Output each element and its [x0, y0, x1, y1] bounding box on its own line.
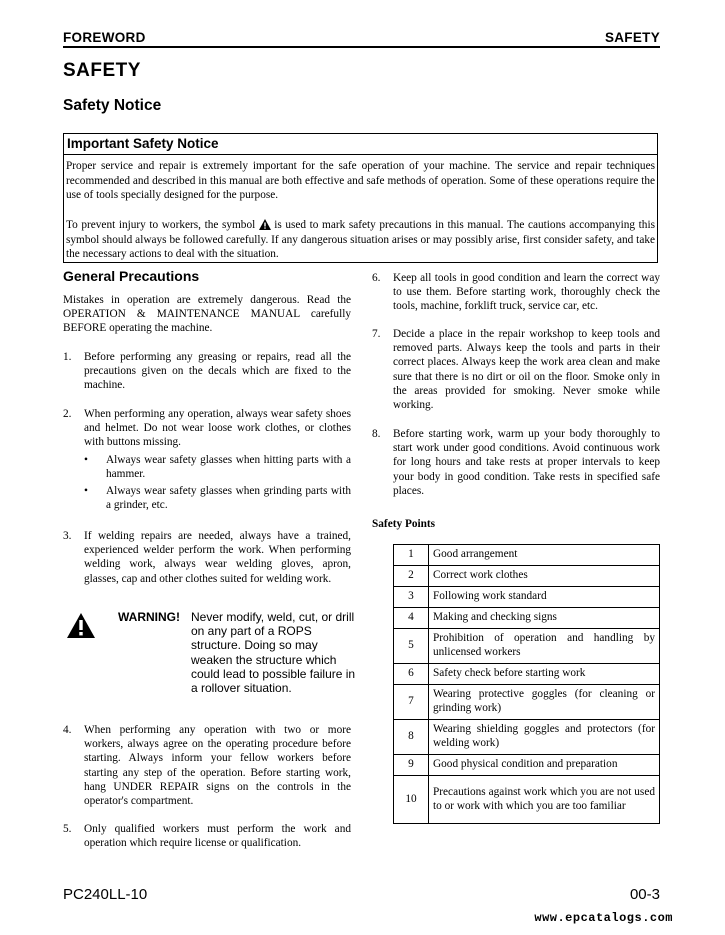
- list-item-number: 2.: [63, 408, 72, 420]
- warning-triangle-icon: [67, 613, 95, 638]
- warning-text: Never modify, weld, cut, or drill on any part of a ROPS structure. Doing so may weaken the structure which could lead to possible failure in a rollover situation.: [191, 610, 356, 696]
- table-cell-number: 2: [394, 566, 429, 587]
- table-row: [394, 685, 660, 720]
- table-row: [394, 545, 660, 566]
- notice-paragraph-2-end: is used to mark safety precautions in this manual. The cautions accompanying this symbol should always be followed carefully. If any dangerous situation arises or may possibly arise, first consider safety, and take the necessary actions to deal with the situation.: [66, 219, 655, 260]
- list-item-text: If welding repairs are needed, always have a trained, experienced welder perform the work. When performing welding work, always wear welding gloves, apron, glasses, cap and other clothes suited for welding work.: [84, 530, 351, 585]
- watermark-link[interactable]: www.epcatalogs.com: [534, 911, 673, 925]
- list-item-text: When performing any operation with two or more workers, always agree on the operating procedure before starting. Always inform your fellow workers before starting any step of the operation. Before starting work, hang UNDER REPAIR signs on the controls in the operator's compartment.: [84, 724, 351, 808]
- table-cell-number: 4: [394, 608, 429, 629]
- table-cell-text: Correct work clothes: [429, 566, 660, 587]
- table-cell-number: 6: [394, 664, 429, 685]
- footer-model: PC240LL-10: [63, 886, 148, 903]
- footer-page-number: 00-3: [629, 886, 660, 903]
- table-cell-text: Good arrangement: [429, 545, 660, 566]
- list-item-number: 4.: [63, 724, 72, 736]
- safety-points-title: Safety Points: [372, 518, 436, 530]
- general-precautions-intro: Mistakes in operation are extremely dangerous. Read the OPERATION & MAINTENANCE MANUAL carefully BEFORE operating the machine.: [63, 294, 351, 335]
- table-cell-text: Good physical condition and preparation: [429, 755, 660, 776]
- bullet-text: Always wear safety glasses when grinding parts with a grinder, etc.: [106, 485, 351, 512]
- list-item-number: 3.: [63, 530, 72, 542]
- list-item-text: Before performing any greasing or repairs, read all the precautions given on the decals which are fixed to the machine.: [84, 351, 351, 392]
- list-item-text: Only qualified workers must perform the work and operation which require license or qualification.: [84, 823, 351, 850]
- notice-title: Important Safety Notice: [67, 136, 219, 151]
- table-cell-text: Precautions against work which you are not used to or work with which you are too familiar: [429, 776, 660, 824]
- bullet-text: Always wear safety glasses when hitting parts with a hammer.: [106, 454, 351, 481]
- table-cell-number: 1: [394, 545, 429, 566]
- list-item-text: Before starting work, warm up your body thoroughly to start work under good conditions. Avoid continuous work for long hours and take rests at proper intervals to keep your body in good condition. Take rests in specified safe places.: [393, 428, 660, 497]
- warning-triangle-icon: [259, 219, 271, 230]
- bullet-dot: •: [84, 485, 88, 497]
- table-cell-number: 9: [394, 755, 429, 776]
- table-cell-number: 10: [394, 776, 429, 824]
- notice-paragraph-2: [66, 218, 655, 262]
- bullet-dot: •: [84, 454, 88, 466]
- table-cell-text: Wearing shielding goggles and protectors (for welding work): [429, 720, 660, 755]
- table-cell-number: 7: [394, 685, 429, 720]
- important-safety-notice-box: [63, 133, 658, 263]
- list-item-number: 5.: [63, 823, 72, 835]
- table-row: [394, 629, 660, 664]
- table-row: [394, 755, 660, 776]
- table-row: [394, 776, 660, 824]
- list-item-text: When performing any operation, always wear safety shoes and helmet. Do not wear loose work clothes, or clothes with buttons missing.: [84, 408, 351, 449]
- warning-label: WARNING!: [118, 610, 180, 624]
- table-cell-text: Wearing protective goggles (for cleaning or grinding work): [429, 685, 660, 720]
- table-cell-text: Making and checking signs: [429, 608, 660, 629]
- list-item-number: 1.: [63, 351, 72, 363]
- table-cell-text: Safety check before starting work: [429, 664, 660, 685]
- section-title: Safety Notice: [63, 97, 162, 114]
- notice-paragraph-2-start: To prevent injury to workers, the symbol: [66, 219, 256, 231]
- table-cell-text: Prohibition of operation and handling by unlicensed workers: [429, 629, 660, 664]
- safety-points-table: [393, 544, 660, 824]
- list-item-number: 7.: [372, 328, 381, 340]
- table-row: [394, 720, 660, 755]
- table-cell-text: Following work standard: [429, 587, 660, 608]
- header-chapter-label: SAFETY: [604, 30, 660, 45]
- list-item-text: Decide a place in the repair workshop to keep tools and removed parts. Always keep the tools and parts in their correct places. Always keep the work area clean and make sure that there is no dirt or oil on the floor. Smoke only in the areas provided for smoking. Never smoke while working.: [393, 328, 660, 412]
- table-cell-number: 8: [394, 720, 429, 755]
- notice-divider: [64, 154, 657, 155]
- table-row: [394, 587, 660, 608]
- table-cell-number: 5: [394, 629, 429, 664]
- notice-paragraph-1: Proper service and repair is extremely important for the safe operation of your machine. The service and repair techniques recommended and described in this manual are both effective and safe methods of operation. Some of these operations require the use of tools specially designed for the purpose.: [66, 160, 655, 201]
- table-row: [394, 566, 660, 587]
- list-item-text: Keep all tools in good condition and learn the correct way to use them. Before starting work, thoroughly check the tools, machine, forklift truck, service car, etc.: [393, 272, 660, 313]
- table-row: [394, 608, 660, 629]
- list-item-number: 6.: [372, 272, 381, 284]
- table-row: [394, 664, 660, 685]
- general-precautions-title: General Precautions: [63, 268, 200, 284]
- table-cell-number: 3: [394, 587, 429, 608]
- page-title: SAFETY: [63, 60, 141, 81]
- header-section-label: FOREWORD: [63, 30, 146, 45]
- page-header: [63, 30, 660, 48]
- list-item-number: 8.: [372, 428, 381, 440]
